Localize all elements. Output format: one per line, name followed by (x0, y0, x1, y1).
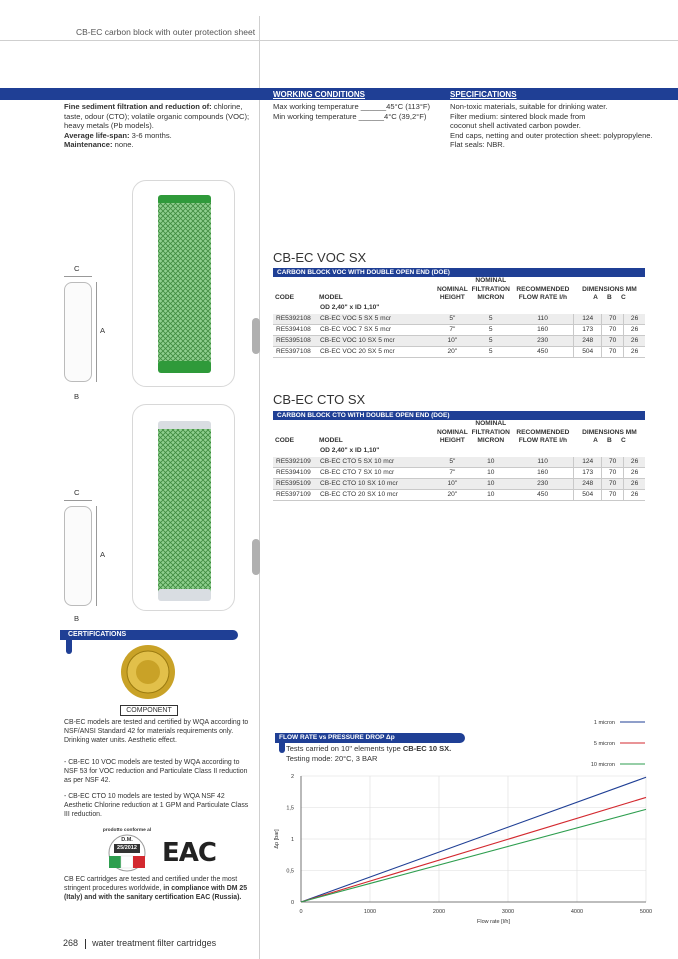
dim-b-cell: 70 (602, 490, 624, 501)
cartridge-outline (64, 506, 92, 606)
flow-chart-heading: FLOW RATE vs PRESSURE DROP Δp (275, 733, 465, 743)
cto-table-body (273, 457, 645, 501)
dim-c-line (64, 276, 92, 277)
dim-a-line (96, 506, 97, 606)
x-tick-label: 0 (299, 909, 303, 915)
page-number: 268 (63, 938, 79, 948)
col-recommended: RECOMMENDED FLOW RATE l/h (516, 428, 570, 444)
dim-b-label: B (74, 392, 80, 401)
dim-a-cell: 504 (574, 490, 602, 501)
table-row (273, 314, 645, 325)
y-tick-label: 0 (290, 900, 294, 906)
dim-b-cell: 70 (602, 457, 624, 468)
height-cell: 5" (435, 457, 470, 468)
model-cell: CB-EC CTO 20 SX 10 mcr (317, 490, 435, 501)
working-conditions-heading: WORKING CONDITIONS (273, 90, 365, 99)
dim-b-cell: 70 (602, 314, 624, 325)
legend-label: 10 micron (590, 762, 615, 768)
flow-cell: 450 (512, 490, 574, 501)
x-axis-label: Flow rate [l/h] (476, 919, 511, 925)
legend-label: 5 micron (593, 741, 615, 747)
x-tick-label: 1000 (363, 909, 377, 915)
od-label: OD 2,40" x ID 1,10" (320, 304, 380, 311)
footer-text: water treatment filter cartridges (92, 938, 217, 948)
dim-c-label: C (74, 488, 80, 497)
cert-tab (66, 640, 72, 654)
cto-table-bar: CARBON BLOCK CTO WITH DOUBLE OPEN END (DOE) (273, 411, 645, 420)
flow-cell: 230 (512, 336, 574, 347)
eac-logo: EAC (162, 838, 216, 868)
filtration-cell: 5 (470, 314, 512, 325)
dim-a-label: A (100, 326, 106, 335)
model-cell: CB-EC VOC 7 SX 5 mcr (317, 325, 435, 336)
cert-bullet1: - CB-EC 10 VOC models are tested by WQA according to NSF 53 for VOC reduction and Particulate Class II reduction as per NSF 42. (64, 759, 248, 784)
voc-spec-table (273, 277, 645, 358)
col-model: MODEL (319, 294, 343, 301)
col-nominal-height: NOMINAL HEIGHT (437, 428, 468, 444)
spec-line: Flat seals: NBR. (450, 140, 505, 150)
flow-line1-text: Tests carried on 10" elements type (286, 744, 403, 753)
photo-handle-icon (252, 539, 260, 575)
height-cell: 20" (435, 490, 470, 501)
x-tick-label: 5000 (639, 909, 653, 915)
dim-b-label: B (74, 614, 80, 623)
intro-text (64, 102, 254, 150)
spec-line: coconut shell activated carbon powder. (450, 121, 581, 131)
spec-line: Non-toxic materials, suitable for drinking water. (450, 102, 608, 111)
max-temp-value: 45°C (113°F) (386, 102, 431, 111)
flow-cell: 110 (512, 457, 574, 468)
dimensions-label: DIMENSIONS MM (582, 428, 637, 436)
working-conditions (273, 102, 443, 121)
code-cell: RE5397109 (273, 490, 317, 501)
dimension-diagram-voc (62, 264, 106, 401)
table-row (273, 457, 645, 468)
specifications-heading: SPECIFICATIONS (450, 90, 517, 99)
dim-b-cell: 70 (602, 479, 624, 490)
component-label: COMPONENT (120, 705, 178, 716)
dim-c-cell: 26 (624, 479, 645, 490)
min-temp-label: Min working temperature ______ (273, 111, 385, 121)
fine-label: Fine sediment filtration and reduction of: (64, 102, 212, 111)
dm-seal-number: D.M. (121, 837, 133, 843)
x-tick-label: 2000 (432, 909, 446, 915)
specifications-list (450, 102, 670, 150)
cartridge-cto-image (133, 405, 236, 612)
cert-final-text: CB EC cartridges are tested and certified under the most stringent procedures worldwide, (64, 876, 238, 892)
cert-final-bold: in compliance with DM 25 (Italy) and with the sanitary certification EAC (Russia). (64, 885, 248, 901)
dim-a-cell: 248 (574, 336, 602, 347)
table-row (273, 479, 645, 490)
dim-a-cell: 124 (574, 457, 602, 468)
height-cell: 5" (435, 314, 470, 325)
model-cell: CB-EC CTO 7 SX 10 mcr (317, 468, 435, 479)
col-nominal-filtration: NOMINAL FILTRATION MICRON (471, 420, 510, 444)
series-line (301, 809, 646, 902)
max-temp-label: Max working temperature ______ (273, 102, 387, 111)
voc-table-bar: CARBON BLOCK VOC WITH DOUBLE OPEN END (DOE) (273, 268, 645, 277)
filtration-cell: 10 (470, 479, 512, 490)
height-cell: 10" (435, 479, 470, 490)
code-cell: RE5394108 (273, 325, 317, 336)
maintenance-label: Maintenance: (64, 140, 113, 150)
col-code: CODE (275, 294, 295, 301)
filtration-cell: 10 (470, 468, 512, 479)
col-recommended: RECOMMENDED FLOW RATE l/h (516, 285, 570, 301)
y-tick-label: 1 (290, 837, 294, 843)
wqa-seal-icon (120, 644, 176, 700)
cto-table (273, 411, 645, 501)
flow-cell: 160 (512, 468, 574, 479)
voc-table (273, 268, 645, 358)
filtration-cell: 5 (470, 325, 512, 336)
dim-c-cell: 26 (624, 325, 645, 336)
page-header-title: CB-EC carbon block with outer protection sheet (76, 27, 256, 37)
spec-line: Filter medium: sintered block made from (450, 111, 586, 121)
flow-cell: 110 (512, 314, 574, 325)
dim-c-label: C (74, 264, 80, 273)
dim-a-label: A (100, 550, 106, 559)
dim-b-cell: 70 (602, 336, 624, 347)
dim-c: C (620, 437, 626, 444)
photo-handle-icon (252, 318, 260, 354)
dim-a-cell: 124 (574, 314, 602, 325)
dim-c-cell: 26 (624, 314, 645, 325)
dim-c-cell: 26 (624, 336, 645, 347)
series-line (301, 777, 646, 902)
dim-b: B (607, 294, 612, 301)
series-line (301, 797, 646, 902)
code-cell: RE5392109 (273, 457, 317, 468)
cartridge-outline (64, 282, 92, 382)
legend-label: 1 micron (593, 720, 615, 726)
cto-title: CB-EC CTO SX (273, 392, 366, 407)
dim-c-cell: 26 (624, 347, 645, 358)
dm-seal-text: prodotto conforme al (102, 828, 152, 833)
y-tick-label: 2 (290, 774, 294, 780)
y-axis-label: Δp [bar] (274, 829, 280, 849)
product-photo-cto (132, 404, 235, 611)
dim-c-cell: 26 (624, 468, 645, 479)
cartridge-voc-image (133, 181, 236, 388)
flow-cell: 450 (512, 347, 574, 358)
col-nominal-filtration: NOMINAL FILTRATION MICRON (471, 277, 510, 301)
table-row (273, 325, 645, 336)
life-text: 3-6 months. (129, 130, 172, 140)
flow-cell: 230 (512, 479, 574, 490)
dim-c-cell: 26 (624, 490, 645, 501)
filtration-cell: 10 (470, 490, 512, 501)
height-cell: 20" (435, 347, 470, 358)
col-nominal-height: NOMINAL HEIGHT (437, 285, 468, 301)
table-row (273, 336, 645, 347)
dim-a: A (593, 437, 598, 444)
maintenance-text: none. (112, 140, 134, 150)
filtration-cell: 5 (470, 347, 512, 358)
filtration-cell: 10 (470, 457, 512, 468)
model-cell: CB-EC VOC 10 SX 5 mcr (317, 336, 435, 347)
table-row (273, 347, 645, 358)
dim-a-cell: 173 (574, 468, 602, 479)
height-cell: 7" (435, 325, 470, 336)
footer-divider (85, 939, 86, 949)
table-row (273, 468, 645, 479)
y-tick-label: 0,5 (286, 868, 294, 875)
model-cell: CB-EC VOC 5 SX 5 mcr (317, 314, 435, 325)
code-cell: RE5395108 (273, 336, 317, 347)
spec-line: End caps, netting and outer protection sheet: polypropylene. (450, 130, 653, 140)
model-cell: CB-EC CTO 5 SX 10 mcr (317, 457, 435, 468)
dim-a: A (593, 294, 598, 301)
height-cell: 7" (435, 468, 470, 479)
dim-a-cell: 248 (574, 479, 602, 490)
dimension-diagram-cto (62, 488, 106, 623)
table-row (273, 490, 645, 501)
model-cell: CB-EC VOC 20 SX 5 mcr (317, 347, 435, 358)
x-tick-label: 4000 (570, 909, 584, 915)
code-cell: RE5397108 (273, 347, 317, 358)
cto-spec-table (273, 420, 645, 501)
model-cell: CB-EC CTO 10 SX 10 mcr (317, 479, 435, 490)
cert-para1: CB-EC models are tested and certified by WQA according to NSF/ANSI Standard 42 for materials requirements only. Drinking water units. Aesthetic effect. (64, 719, 249, 744)
cert-final (64, 875, 254, 902)
y-tick-label: 1,5 (286, 805, 294, 812)
dim-c: C (620, 294, 626, 301)
dm-seal-year: 25/2012 (117, 845, 137, 851)
flow-line1-bold: CB-EC 10 SX. (402, 744, 452, 753)
dim-c-cell: 26 (624, 457, 645, 468)
voc-title: CB-EC VOC SX (273, 250, 367, 265)
dim-b: B (607, 437, 612, 444)
cert-bullet2: - CB-EC CTO 10 models are tested by WQA NSF 42 Aesthetic Chlorine reduction at 1 GPM and Particulate Class III reduction. (64, 793, 249, 818)
dim-c-line (64, 500, 92, 501)
product-photo-voc (132, 180, 235, 387)
filtration-cell: 5 (470, 336, 512, 347)
min-temp-value: 4°C (39,2°F) (384, 111, 427, 121)
flow-test-line2: Testing mode: 20°C, 3 BAR (286, 754, 378, 763)
certifications-heading: CERTIFICATIONS (60, 630, 238, 640)
voc-table-body (273, 314, 645, 358)
x-tick-label: 3000 (501, 909, 515, 915)
height-cell: 10" (435, 336, 470, 347)
col-dimensions (574, 420, 645, 446)
column-divider (259, 16, 260, 959)
flow-cell: 160 (512, 325, 574, 336)
od-label: OD 2,40" x ID 1,10" (320, 447, 380, 454)
code-cell: RE5392108 (273, 314, 317, 325)
code-cell: RE5394109 (273, 468, 317, 479)
life-label: Average life-span: (64, 130, 130, 140)
col-code: CODE (275, 437, 295, 444)
col-model: MODEL (319, 437, 343, 444)
dim-a-cell: 173 (574, 325, 602, 336)
page-footer (63, 938, 216, 949)
fine-text: chlorine, taste, odour (CTO); volatile organic compounds (VOC); heavy metals (Pb models). (64, 102, 250, 131)
dim-b-cell: 70 (602, 347, 624, 358)
col-dimensions (574, 277, 645, 303)
header-divider (0, 40, 678, 41)
code-cell: RE5395109 (273, 479, 317, 490)
flow-rate-chart (270, 712, 670, 930)
dm-seal-icon (102, 828, 152, 878)
dim-a-line (96, 282, 97, 382)
dim-a-cell: 504 (574, 347, 602, 358)
dim-b-cell: 70 (602, 468, 624, 479)
dim-b-cell: 70 (602, 325, 624, 336)
dimensions-label: DIMENSIONS MM (582, 285, 637, 293)
